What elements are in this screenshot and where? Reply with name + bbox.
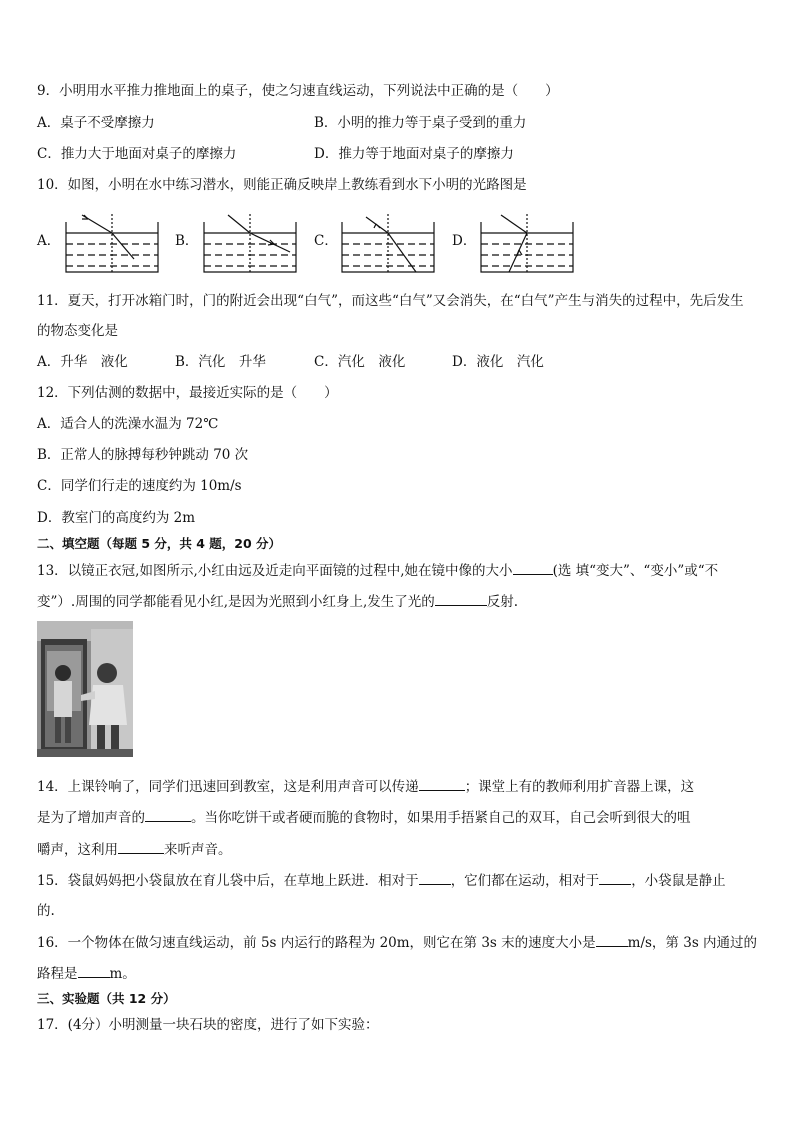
- q13-text: 反射.: [486, 594, 519, 610]
- q15-line2: 的.: [37, 903, 55, 919]
- q16-blank-1: [596, 933, 628, 947]
- q14-line2: [37, 808, 691, 827]
- q14-text: 14．上课铃响了，同学们迅速回到教室，这是利用声音可以传递: [37, 779, 419, 795]
- q10-diagram-c: [336, 212, 464, 276]
- section-heading-experiment: 三、实验题（共 12 分）: [37, 991, 176, 1006]
- q14-text: 是为了增加声音的: [37, 810, 145, 826]
- q14-text: 来听声音。: [164, 842, 232, 858]
- section-heading-fill-in: 二、填空题（每题 5 分，共 4 题，20 分）: [37, 536, 282, 551]
- q15-line1: [37, 871, 726, 890]
- q16-text: m/s，第 3s 内通过的: [627, 935, 758, 951]
- q15-text: ，它们都在运动，相对于: [450, 873, 600, 889]
- q13-text: 变”）.周围的同学都能看见小红,是因为光照到小红身上,发生了光的: [37, 594, 435, 610]
- q14-blank-3: [118, 840, 164, 854]
- q11-stem-line1: 11．夏天，打开冰箱门时，门的附近会出现“白气”，而这些“白气”又会消失，在“白气”产生与消失的过程中，先后发生: [37, 293, 744, 309]
- q11-option-d: D．液化 汽化: [452, 354, 544, 370]
- q17-stem: 17．(4分）小明测量一块石块的密度，进行了如下实验：: [37, 1017, 379, 1033]
- q10-option-d-label: D．: [452, 233, 477, 249]
- q14-text: 嚼声，这利用: [37, 842, 118, 858]
- q9-option-c: C．推力大于地面对桌子的摩擦力: [37, 146, 237, 162]
- q16-line1: [37, 933, 757, 952]
- q12-option-d: D．教室门的高度约为 2m: [37, 510, 196, 526]
- q14-line3: [37, 840, 232, 859]
- q12-option-c: C．同学们行走的速度约为 10m/s: [37, 478, 242, 494]
- q10-option-a-label: A．: [37, 233, 61, 249]
- q10-option-b-label: B．: [175, 233, 199, 249]
- q16-blank-2: [78, 964, 110, 978]
- q15-blank-2: [599, 871, 631, 885]
- q16-text: 16．一个物体在做匀速直线运动，前 5s 内运行的路程为 20m，则它在第 3s 末的速度大小是: [37, 935, 596, 951]
- q13-text: 13．以镜正衣冠,如图所示,小红由远及近走向平面镜的过程中,她在镜中像的大小: [37, 563, 513, 579]
- q13-line1: [37, 561, 718, 580]
- q10-option-c-label: C．: [314, 233, 338, 249]
- q9-option-a: A．桌子不受摩擦力: [37, 115, 155, 131]
- q9-stem: 9．小明用水平推力推地面上的桌子，使之匀速直线运动，下列说法中正确的是（ ）: [37, 83, 559, 99]
- q14-blank-2: [145, 808, 191, 822]
- q14-text: ；课堂上有的教师利用扩音器上课，这: [464, 779, 695, 795]
- q15-text: 15．袋鼠妈妈把小袋鼠放在育儿袋中后，在草地上跃进．相对于: [37, 873, 419, 889]
- q9-option-b: B．小明的推力等于桌子受到的重力: [314, 115, 527, 131]
- q10-stem: 10．如图，小明在水中练习潜水，则能正确反映岸上教练看到水下小明的光路图是: [37, 177, 527, 193]
- q16-text: m。: [109, 966, 136, 982]
- q15-text: ，小袋鼠是静止: [631, 873, 726, 889]
- q13-blank-1: [513, 561, 553, 575]
- mirror-photo: [37, 621, 133, 757]
- q14-text: 。当你吃饼干或者硬而脆的食物时，如果用手捂紧自己的双耳，自己会听到很大的咀: [191, 810, 691, 826]
- q16-text: 路程是: [37, 966, 78, 982]
- q13-blank-2: [435, 592, 487, 606]
- q10-diagram-d: [475, 212, 603, 276]
- q15-blank-1: [419, 871, 451, 885]
- q11-option-b: B．汽化 升华: [175, 354, 266, 370]
- q10-diagram-b: [198, 212, 326, 276]
- q11-stem-line2: 的物态变化是: [37, 323, 118, 339]
- q9-option-d: D．推力等于地面对桌子的摩擦力: [314, 146, 514, 162]
- q13-line2: [37, 592, 518, 611]
- q12-option-b: B．正常人的脉搏每秒钟跳动 70 次: [37, 447, 249, 463]
- q11-option-a: A．升华 液化: [37, 354, 128, 370]
- q12-option-a: A．适合人的洗澡水温为 72℃: [37, 416, 219, 432]
- q14-blank-1: [419, 777, 465, 791]
- q14-line1: [37, 777, 694, 796]
- q12-stem: 12．下列估测的数据中，最接近实际的是（ ）: [37, 385, 338, 401]
- q16-line2: [37, 964, 136, 983]
- q10-diagram-a: [60, 212, 188, 276]
- q11-option-c: C．汽化 液化: [314, 354, 406, 370]
- q13-text: (选 填“变大”、“变小”或“不: [552, 563, 719, 579]
